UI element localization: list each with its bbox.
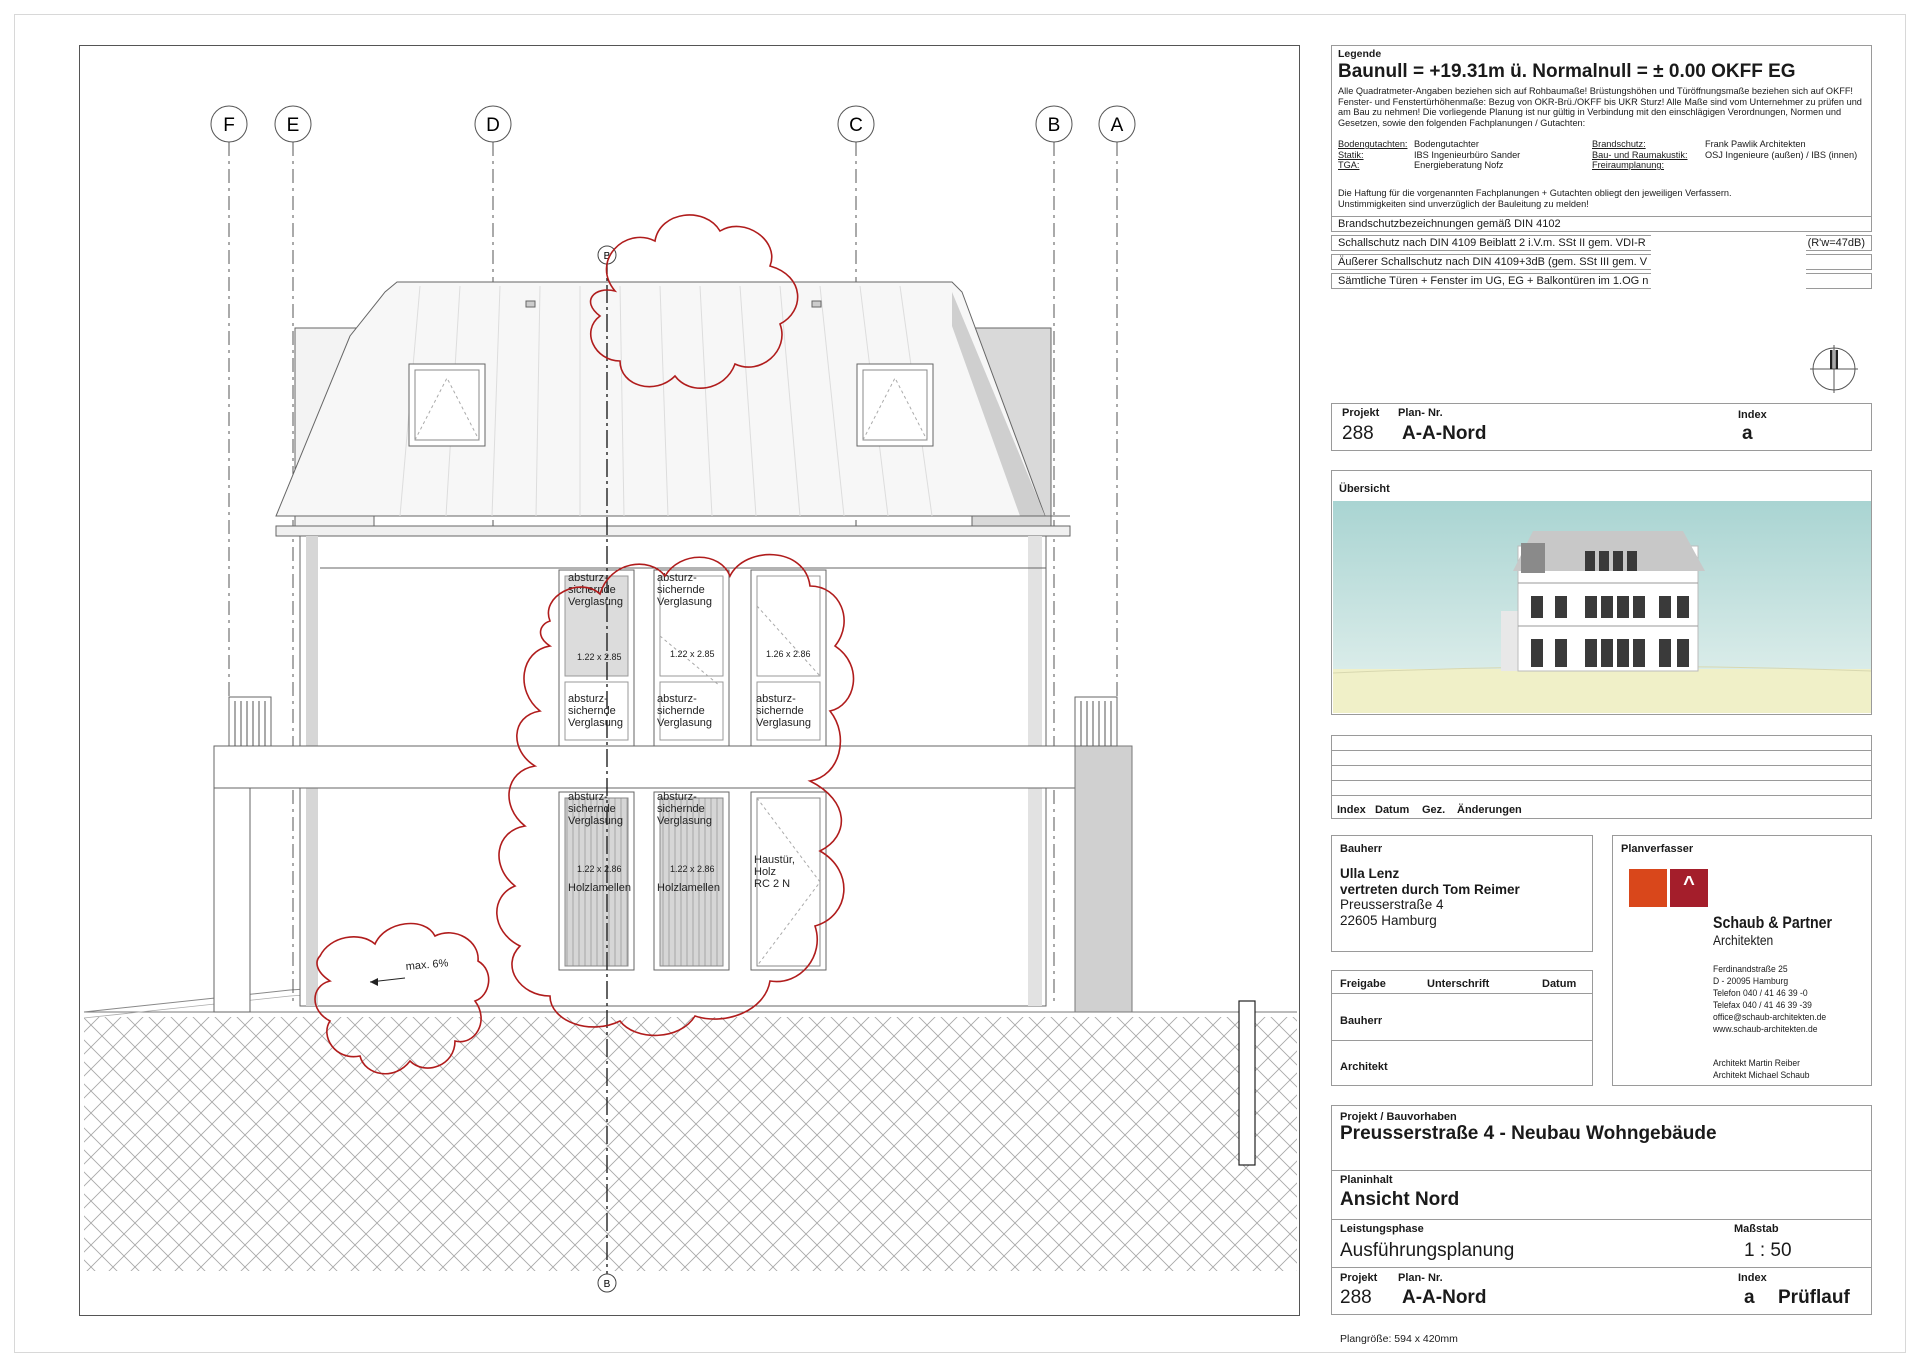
legend-note-line: am Bau zu nehmen! Die vorliegende Planung ist nur gültig in Verbindung mit den einschlägigen Verordnungen, Normen und: [1338, 107, 1842, 118]
revisions-table: [1331, 735, 1872, 819]
firm-address-line: D - 20095 Hamburg: [1713, 976, 1789, 987]
liability-note: [1338, 188, 1732, 209]
axis-a-label: A: [1110, 115, 1124, 136]
approval-label: Freigabe: [1340, 978, 1386, 990]
plan-header-plan-nr-label: Plan- Nr.: [1398, 407, 1443, 419]
axis-d-label: D: [486, 115, 500, 136]
approval-row-architect: Architekt: [1340, 1061, 1388, 1073]
footer-projekt-label: Projekt: [1340, 1272, 1378, 1284]
legend-note-line: Alle Quadratmeter-Angaben beziehen sich auf Rohbaumaße! Brüstungshöhen und Türöffnungsmaße beziehen sich auf OKFF!: [1338, 86, 1853, 96]
section-marker-bottom: [598, 1274, 616, 1292]
consultant-name: OSJ Ingenieure (außen) / IBS (innen): [1705, 149, 1858, 160]
plan-header: [1331, 403, 1872, 451]
axis-b-marker: [1036, 106, 1072, 142]
planner-label: Planverfasser: [1621, 843, 1694, 855]
firm-logo-orange: [1629, 869, 1667, 907]
window-dim-4: 1.22 x 2.86: [577, 864, 622, 874]
legend-box: [1331, 45, 1872, 219]
project-label: Projekt / Bauvorhaben: [1340, 1111, 1457, 1123]
firm-address-line: office@schaub-architekten.de: [1713, 1012, 1827, 1023]
axis-e-label: E: [286, 115, 300, 136]
firm-address: [1713, 964, 1826, 1036]
consultant-role: Bodengutachten:: [1338, 139, 1408, 149]
lamellen-note-1: Holzlamellen: [568, 882, 631, 894]
approval-signature-label: Unterschrift: [1427, 978, 1490, 990]
firm-logo-icon: ^: [1670, 869, 1708, 907]
client-represented: vertreten durch Tom Reimer: [1340, 881, 1520, 897]
axis-d-marker: [475, 106, 511, 142]
firm-name: Schaub & Partner: [1713, 914, 1833, 932]
consultants-left: [1338, 139, 1520, 171]
revisions-col-index: Index: [1337, 804, 1366, 816]
overview-render: [1333, 501, 1871, 713]
building-elevation: [214, 282, 1132, 1012]
legend-strip-mask: [1651, 232, 1806, 307]
firm-address-line: www.schaub-architekten.de: [1713, 1024, 1818, 1035]
firm-architects: [1713, 1058, 1809, 1082]
glazing-note-1: absturz-sichernde Verglasung: [568, 572, 624, 608]
client-name: Ulla Lenz: [1340, 866, 1400, 881]
slope-note: max. 6%: [405, 957, 449, 973]
plan-header-plan-nr: A-A-Nord: [1402, 423, 1487, 444]
consultant-name: Frank Pawlik Architekten: [1705, 139, 1806, 149]
content-label: Planinhalt: [1340, 1174, 1393, 1186]
firm-architect: Architekt Martin Reiber: [1713, 1058, 1800, 1069]
sheet-pile: [1239, 1001, 1255, 1165]
revisions-col-changes: Änderungen: [1457, 804, 1522, 816]
axis-b-label: B: [1047, 115, 1061, 136]
revisions-col-drawn: Gez.: [1422, 804, 1446, 816]
glazing-note-4: absturz-sichernde Verglasung: [657, 693, 713, 729]
footer-plan-nr-label: Plan- Nr.: [1398, 1272, 1443, 1284]
legend-headline: Baunull = +19.31m ü. Normalnull = ± 0.00 OKFF EG: [1338, 61, 1796, 82]
section-marker-bottom-label: B: [603, 1279, 611, 1290]
legend-strip-doors-text: Sämtliche Türen + Fenster im UG, EG + Balkontüren im 1.OG n: [1338, 275, 1649, 287]
project-title: Preusserstraße 4 - Neubau Wohngebäude: [1340, 1123, 1717, 1144]
section-marker-top-label: B: [603, 251, 611, 262]
footer-projekt: 288: [1340, 1287, 1372, 1308]
footer-index: a: [1744, 1287, 1755, 1308]
window-dim-5: 1.22 x 2.86: [670, 864, 715, 874]
client-city: 22605 Hamburg: [1340, 912, 1437, 928]
phase-label: Leistungsphase: [1340, 1223, 1424, 1235]
consultant-role: Statik:: [1338, 149, 1364, 160]
overview-label: Übersicht: [1339, 483, 1390, 495]
plan-header-projekt: 288: [1342, 423, 1374, 444]
window-dim-3: 1.26 x 2.86: [766, 649, 811, 659]
ground-hatch: [84, 1017, 1297, 1271]
glazing-note-5: absturz-sichernde Verglasung: [756, 693, 812, 729]
footer-status: Prüflauf: [1778, 1287, 1850, 1308]
axis-a-marker: [1099, 106, 1135, 142]
consultant-name: IBS Ingenieurbüro Sander: [1414, 149, 1521, 160]
legend-strip-fire-text: Brandschutzbezeichnungen gemäß DIN 4102: [1338, 218, 1561, 230]
firm-address-line: Telefax 040 / 41 46 39 -39: [1713, 1000, 1812, 1011]
consultant-role: Bau- und Raumakustik:: [1592, 149, 1688, 160]
footer-index-label: Index: [1738, 1272, 1767, 1284]
plan-size: Plangröße: 594 x 420mm: [1340, 1333, 1458, 1345]
plan-header-index: a: [1742, 423, 1753, 444]
plan-header-index-label: Index: [1738, 409, 1767, 421]
glazing-note-3: absturz-sichernde Verglasung: [568, 693, 624, 729]
footer-plan-nr: A-A-Nord: [1402, 1287, 1487, 1308]
consultant-role: TGA:: [1338, 160, 1360, 171]
lamellen-note-2: Holzlamellen: [657, 882, 720, 894]
revisions-col-date: Datum: [1375, 804, 1410, 816]
approval-row-client: Bauherr: [1340, 1015, 1383, 1027]
liability-line: Unstimmigkeiten sind unverzüglich der Bauleitung zu melden!: [1338, 198, 1589, 209]
consultant-role: Brandschutz:: [1592, 139, 1646, 149]
legend-note-line: Gesetzen, sowie den folgenden Fachplanungen / Gutachten:: [1338, 117, 1586, 128]
elevation-svg: [80, 46, 1301, 1317]
glazing-note-7: absturz-sichernde Verglasung: [657, 791, 713, 827]
legend-notes: [1338, 86, 1862, 128]
consultants-right: [1592, 139, 1857, 171]
glazing-note-6: absturz-sichernde Verglasung: [568, 791, 624, 827]
axis-c-label: C: [849, 115, 863, 136]
firm-address-line: Telefon 040 / 41 46 39 -0: [1713, 988, 1808, 999]
content-title: Ansicht Nord: [1340, 1189, 1460, 1210]
consultant-name: Bodengutachter: [1414, 139, 1479, 149]
project-box: [1331, 1105, 1872, 1315]
legend-strip-fire: [1331, 216, 1872, 232]
approval-date-label: Datum: [1542, 978, 1577, 990]
axis-f-marker: [211, 106, 247, 142]
axis-f-label: F: [223, 115, 235, 136]
legend-strip-outer-sound-text: Äußerer Schallschutz nach DIN 4109+3dB (gem. SSt III gem. V: [1338, 256, 1648, 268]
glazing-note-2: absturz-sichernde Verglasung: [657, 572, 713, 608]
north-arrow-icon: [1810, 345, 1858, 393]
client-label: Bauherr: [1340, 843, 1383, 855]
phase-value: Ausführungsplanung: [1340, 1240, 1515, 1261]
door-note: Haustür, Holz RC 2 N: [754, 854, 795, 890]
overview-box: [1331, 470, 1872, 715]
window-dim-2: 1.22 x 2.85: [670, 649, 715, 659]
approval-box: [1331, 970, 1593, 1086]
client-street: Preusserstraße 4: [1340, 897, 1444, 912]
window-dim-1: 1.22 x 2.85: [577, 652, 622, 662]
plan-header-projekt-label: Projekt: [1342, 407, 1380, 419]
scale-value: 1 : 50: [1744, 1240, 1792, 1261]
axis-c-marker: [838, 106, 874, 142]
client-box: [1331, 835, 1593, 952]
scale-label: Maßstab: [1734, 1223, 1779, 1235]
axis-labels: [211, 106, 1135, 142]
firm-subtitle: Architekten: [1713, 932, 1774, 948]
legend-label: Legende: [1338, 48, 1382, 60]
elevation-drawing: [79, 45, 1300, 1316]
legend-strip-sound-text: Schallschutz nach DIN 4109 Beiblatt 2 i.V.m. SSt II gem. VDI-R: [1338, 237, 1646, 249]
planner-box: [1612, 835, 1872, 1086]
consultant-role: Freiraumplanung:: [1592, 160, 1665, 171]
firm-architect: Architekt Michael Schaub: [1713, 1070, 1810, 1081]
consultant-name: Energieberatung Nofz: [1414, 160, 1504, 171]
axis-e-marker: [275, 106, 311, 142]
firm-address-line: Ferdinandstraße 25: [1713, 964, 1788, 975]
legend-note-line: Fenster- und Fenstertürhöhenmaße: Bezug von OKR-Brü./OKFF bis UKR Sturz! Alle Maße sind vom Unternehmer zu prüfen und: [1338, 96, 1862, 107]
liability-line: Die Haftung für die vorgenannten Fachplanungen + Gutachten obliegt den jeweiligen Verfassern.: [1338, 188, 1732, 198]
legend-strip-sound-value: (R'w=47dB): [1807, 237, 1865, 249]
